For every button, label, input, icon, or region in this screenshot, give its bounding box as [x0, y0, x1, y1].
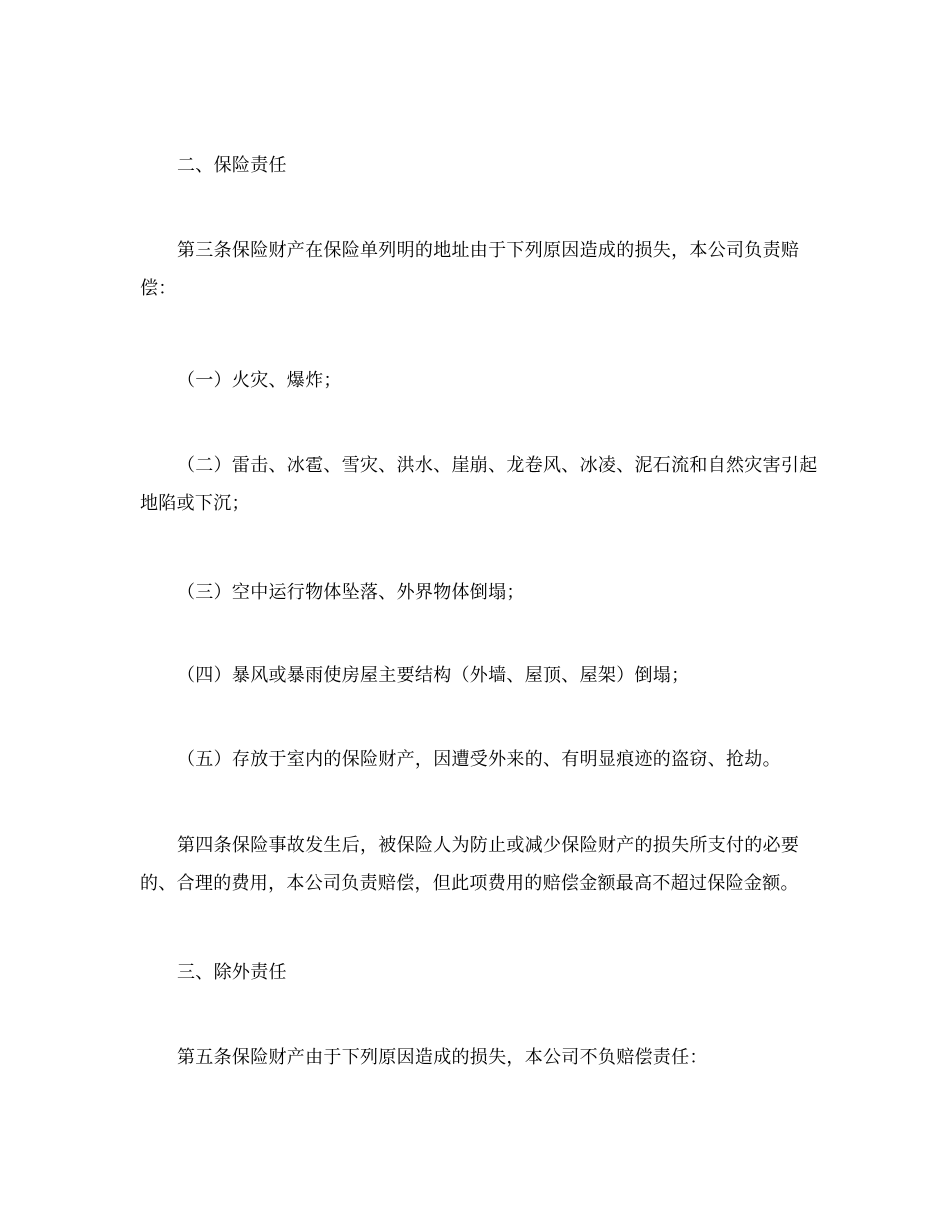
section-heading-insurance-liability: 二、保险责任 — [177, 155, 287, 176]
list-item-3: （三）空中运行物体坠落、外界物体倒塌； — [177, 582, 525, 603]
section-heading-exclusions: 三、除外责任 — [177, 962, 287, 983]
list-item-1: （一）火灾、爆炸； — [177, 370, 342, 391]
list-item-5: （五）存放于室内的保险财产，因遭受外来的、有明显痕迹的盗窃、抢劫。 — [177, 749, 781, 770]
article-5-paragraph: 第五条保险财产由于下列原因造成的损失，本公司不负赔偿责任： — [177, 1047, 708, 1068]
list-item-2: （二）雷击、冰雹、雪灾、洪水、崖崩、龙卷风、冰凌、泥石流和自然灾害引起地陷或下沉； — [140, 455, 818, 514]
article-3-paragraph: 第三条保险财产在保险单列明的地址由于下列原因造成的损失，本公司负责赔偿： — [140, 240, 800, 299]
article-4-paragraph: 第四条保险事故发生后，被保险人为防止或减少保险财产的损失所支付的必要的、合理的费用，本公司负责赔偿，但此项费用的赔偿金额最高不超过保险金额。 — [140, 835, 800, 894]
list-item-4: （四）暴风或暴雨使房屋主要结构（外墙、屋顶、屋架）倒塌； — [177, 665, 690, 686]
